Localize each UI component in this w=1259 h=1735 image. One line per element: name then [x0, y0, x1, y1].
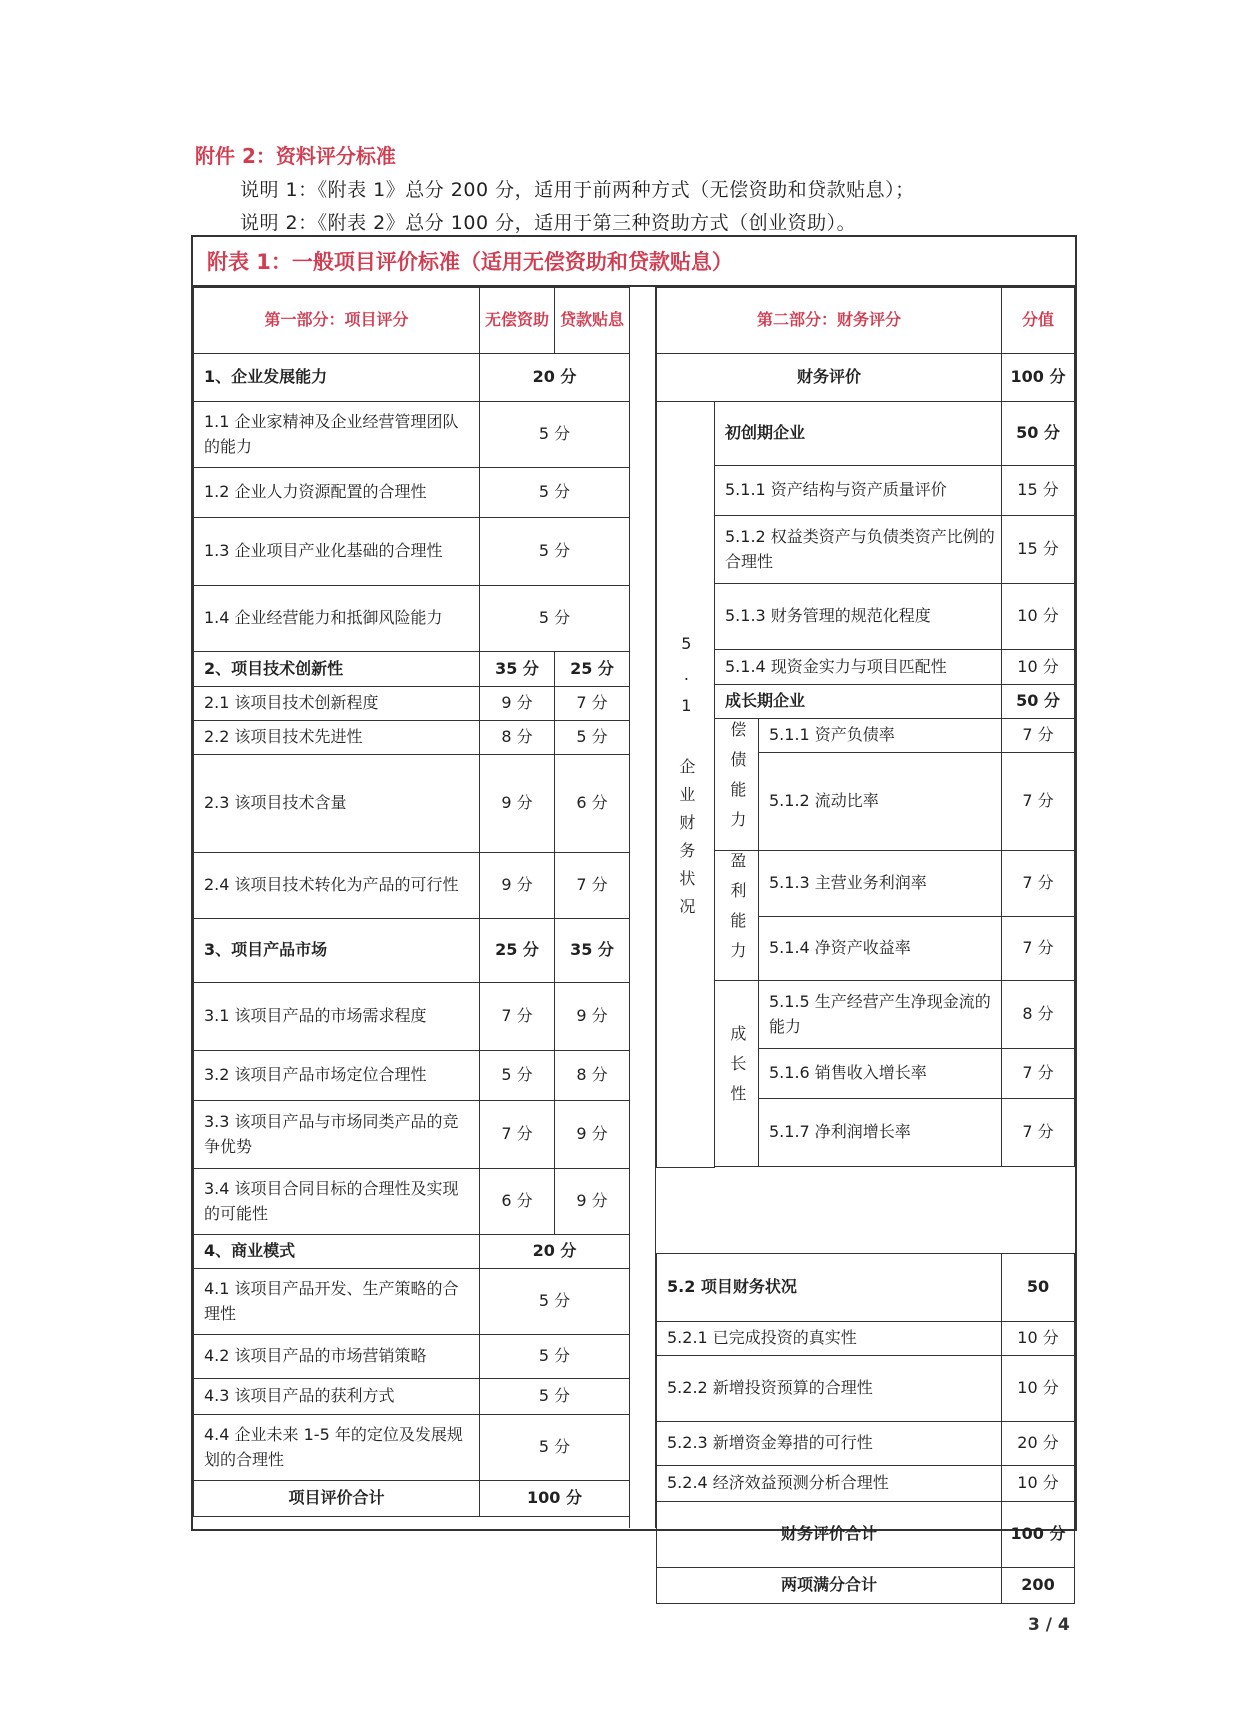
- row-label: 5.1.2 流动比率: [759, 753, 1002, 851]
- row-score: 5 分: [480, 1379, 630, 1415]
- row-label: 5.2.1 已完成投资的真实性: [657, 1322, 1002, 1356]
- growth-group-label: 成长性: [727, 1024, 747, 1115]
- profitability-group-label: 盈利能力: [727, 851, 747, 972]
- table-row: [194, 853, 630, 919]
- row-label: 1.1 企业家精神及企业经营管理团队的能力: [194, 402, 480, 468]
- score-header: 分值: [1002, 288, 1075, 354]
- row-label: 3、项目产品市场: [194, 919, 480, 983]
- row-score: 20 分: [480, 1235, 630, 1269]
- row-score: 7 分: [1002, 1099, 1075, 1167]
- table-row: [194, 518, 630, 586]
- solvency-group-label: 偿债能力: [727, 720, 747, 841]
- table-row: [194, 402, 630, 468]
- enterprise-finance-group-label: 5.1 企业财务状况: [676, 634, 696, 927]
- row-score: 10 分: [1002, 1322, 1075, 1356]
- row-label: 1.2 企业人力资源配置的合理性: [194, 468, 480, 518]
- table-row: [657, 685, 1075, 719]
- financial-score-table: [656, 287, 1075, 1168]
- attachment-heading: 附件 2：资料评分标准: [195, 144, 396, 168]
- row-score: 10 分: [1002, 650, 1075, 685]
- row-label: 1.4 企业经营能力和抵御风险能力: [194, 586, 480, 652]
- row-score-interest: 7 分: [555, 853, 630, 919]
- row-score: 7 分: [1002, 851, 1075, 917]
- row-score-interest: 7 分: [555, 687, 630, 721]
- row-label: 5.1.1 资产负债率: [759, 719, 1002, 753]
- row-score-free: 7 分: [480, 983, 555, 1051]
- row-score: 7 分: [1002, 917, 1075, 981]
- table-row: [194, 586, 630, 652]
- table-row: [657, 584, 1075, 650]
- row-label: 3.2 该项目产品市场定位合理性: [194, 1051, 480, 1101]
- row-label: 4.1 该项目产品开发、生产策略的合理性: [194, 1269, 480, 1335]
- table-row: [657, 719, 1075, 753]
- table-row: [194, 1051, 630, 1101]
- project-total-row: [194, 1481, 630, 1517]
- row-score-free: 9 分: [480, 687, 555, 721]
- table-row: [194, 919, 630, 983]
- row-label: 5.1.3 主营业务利润率: [759, 851, 1002, 917]
- table-row: [657, 981, 1075, 1049]
- row-label: 2.1 该项目技术创新程度: [194, 687, 480, 721]
- row-score: 8 分: [1002, 981, 1075, 1049]
- table-row: [657, 402, 1075, 466]
- row-score-free: 9 分: [480, 755, 555, 853]
- row-score: 10 分: [1002, 1466, 1075, 1502]
- table-row: [657, 1356, 1075, 1422]
- row-score: 7 分: [1002, 719, 1075, 753]
- row-score: 15 分: [1002, 466, 1075, 516]
- row-label: 3.3 该项目产品与市场同类产品的竞争优势: [194, 1101, 480, 1169]
- row-label: 2.4 该项目技术转化为产品的可行性: [194, 853, 480, 919]
- row-label: 5.2.2 新增投资预算的合理性: [657, 1356, 1002, 1422]
- row-label: 5.1.5 生产经营产生净现金流的能力: [759, 981, 1002, 1049]
- row-label: 2.3 该项目技术含量: [194, 755, 480, 853]
- row-label: 3.4 该项目合同目标的合理性及实现的可能性: [194, 1169, 480, 1235]
- table-row: [657, 1254, 1075, 1322]
- table-row: [194, 721, 630, 755]
- row-score-free: 5 分: [480, 1051, 555, 1101]
- table-row: [194, 983, 630, 1051]
- row-score: 5 分: [480, 586, 630, 652]
- row-label: 5.1.4 现资金实力与项目匹配性: [715, 650, 1002, 685]
- table-row: [194, 1169, 630, 1235]
- financial-total-value: 100 分: [1002, 1502, 1075, 1568]
- row-score: 5 分: [480, 1269, 630, 1335]
- project-score-table: [193, 287, 630, 1517]
- enterprise-finance-group: [657, 402, 715, 1168]
- growth-stage-value: 50 分: [1002, 685, 1075, 719]
- table-row: [194, 1269, 630, 1335]
- table-row: [194, 755, 630, 853]
- financial-eval-value: 100 分: [1002, 354, 1075, 402]
- row-score: 5 分: [480, 1335, 630, 1379]
- solvency-group: [715, 719, 759, 851]
- row-label: 5.1.3 财务管理的规范化程度: [715, 584, 1002, 650]
- row-label: 5.2.3 新增资金筹措的可行性: [657, 1422, 1002, 1466]
- row-score-interest: 5 分: [555, 721, 630, 755]
- row-score: 5 分: [480, 1415, 630, 1481]
- row-score: 5 分: [480, 402, 630, 468]
- table-row: [657, 466, 1075, 516]
- table-header-row: [194, 288, 630, 354]
- row-score-interest: 9 分: [555, 1169, 630, 1235]
- table-row: [657, 650, 1075, 685]
- row-label: 5.1.4 净资产收益率: [759, 917, 1002, 981]
- row-label: 1.3 企业项目产业化基础的合理性: [194, 518, 480, 586]
- project-finance-label: 5.2 项目财务状况: [657, 1254, 1002, 1322]
- table-row: [657, 354, 1075, 402]
- table-row: [657, 1322, 1075, 1356]
- row-score: 10 分: [1002, 1356, 1075, 1422]
- row-score: 7 分: [1002, 753, 1075, 851]
- startup-label: 初创期企业: [715, 402, 1002, 466]
- table-header-row: [657, 288, 1075, 354]
- row-score-interest: 6 分: [555, 755, 630, 853]
- row-score: 20 分: [480, 354, 630, 402]
- table-row: [194, 1101, 630, 1169]
- row-score: 5 分: [480, 468, 630, 518]
- scoring-table-frame: [191, 235, 1077, 1595]
- row-score-interest: 8 分: [555, 1051, 630, 1101]
- row-label: 3.1 该项目产品的市场需求程度: [194, 983, 480, 1051]
- row-label: 5.1.2 权益类资产与负债类资产比例的合理性: [715, 516, 1002, 584]
- col-interest-subsidy: 贷款贴息: [555, 288, 630, 354]
- row-score: 5 分: [480, 518, 630, 586]
- row-score: 20 分: [1002, 1422, 1075, 1466]
- row-score: 15 分: [1002, 516, 1075, 584]
- row-score-interest: 9 分: [555, 1101, 630, 1169]
- row-score-free: 7 分: [480, 1101, 555, 1169]
- row-label: 1、企业发展能力: [194, 354, 480, 402]
- row-label: 2.2 该项目技术先进性: [194, 721, 480, 755]
- grand-total-label: 两项满分合计: [657, 1568, 1002, 1604]
- project-finance-value: 50: [1002, 1254, 1075, 1322]
- row-label: 5.1.1 资产结构与资产质量评价: [715, 466, 1002, 516]
- row-score-free: 35 分: [480, 652, 555, 687]
- financial-total-label: 财务评价合计: [657, 1502, 1002, 1568]
- row-score-free: 25 分: [480, 919, 555, 983]
- table-row: [194, 354, 630, 402]
- row-score-free: 6 分: [480, 1169, 555, 1235]
- row-score-free: 9 分: [480, 853, 555, 919]
- part1-header: 第一部分：项目评分: [194, 288, 480, 354]
- table-row: [194, 1415, 630, 1481]
- grand-total-row: [657, 1568, 1075, 1604]
- growth-group: [715, 981, 759, 1167]
- table-row: [194, 468, 630, 518]
- row-label: 5.2.4 经济效益预测分析合理性: [657, 1466, 1002, 1502]
- table-row: [194, 1235, 630, 1269]
- startup-value: 50 分: [1002, 402, 1075, 466]
- note-1: 说明 1：《附表 1》总分 200 分，适用于前两种方式（无偿资助和贷款贴息）；: [240, 179, 915, 201]
- row-score: 10 分: [1002, 584, 1075, 650]
- project-finance-table: [656, 1253, 1075, 1604]
- part2-header: 第二部分：财务评分: [657, 288, 1002, 354]
- row-label: 4.2 该项目产品的市场营销策略: [194, 1335, 480, 1379]
- row-score-interest: 25 分: [555, 652, 630, 687]
- row-label: 2、项目技术创新性: [194, 652, 480, 687]
- row-score: 7 分: [1002, 1049, 1075, 1099]
- profitability-group: [715, 851, 759, 981]
- column-divider: [629, 287, 656, 1528]
- table-row: [657, 516, 1075, 584]
- row-label: 4.4 企业未来 1-5 年的定位及发展规划的合理性: [194, 1415, 480, 1481]
- project-total-value: 100 分: [480, 1481, 630, 1517]
- note-2: 说明 2：《附表 2》总分 100 分，适用于第三种资助方式（创业资助）。: [240, 212, 857, 234]
- table-row: [657, 1502, 1075, 1568]
- growth-stage-label: 成长期企业: [715, 685, 1002, 719]
- row-label: 5.1.7 净利润增长率: [759, 1099, 1002, 1167]
- row-score-interest: 9 分: [555, 983, 630, 1051]
- row-score-interest: 35 分: [555, 919, 630, 983]
- table-row: [657, 1466, 1075, 1502]
- table-row: [194, 1379, 630, 1415]
- table-row: [657, 1422, 1075, 1466]
- col-free-grant: 无偿资助: [480, 288, 555, 354]
- page-number: 3 / 4: [1028, 1615, 1070, 1635]
- table-row: [194, 652, 630, 687]
- grand-total-value: 200: [1002, 1568, 1075, 1604]
- financial-eval-label: 财务评价: [657, 354, 1002, 402]
- row-score-free: 8 分: [480, 721, 555, 755]
- project-total-label: 项目评价合计: [194, 1481, 480, 1517]
- row-label: 5.1.6 销售收入增长率: [759, 1049, 1002, 1099]
- table-row: [194, 1335, 630, 1379]
- table-row: [657, 851, 1075, 917]
- row-label: 4.3 该项目产品的获利方式: [194, 1379, 480, 1415]
- table-title: 附表 1：一般项目评价标准（适用无偿资助和贷款贴息）: [193, 237, 1075, 287]
- row-label: 4、商业模式: [194, 1235, 480, 1269]
- table-row: [194, 687, 630, 721]
